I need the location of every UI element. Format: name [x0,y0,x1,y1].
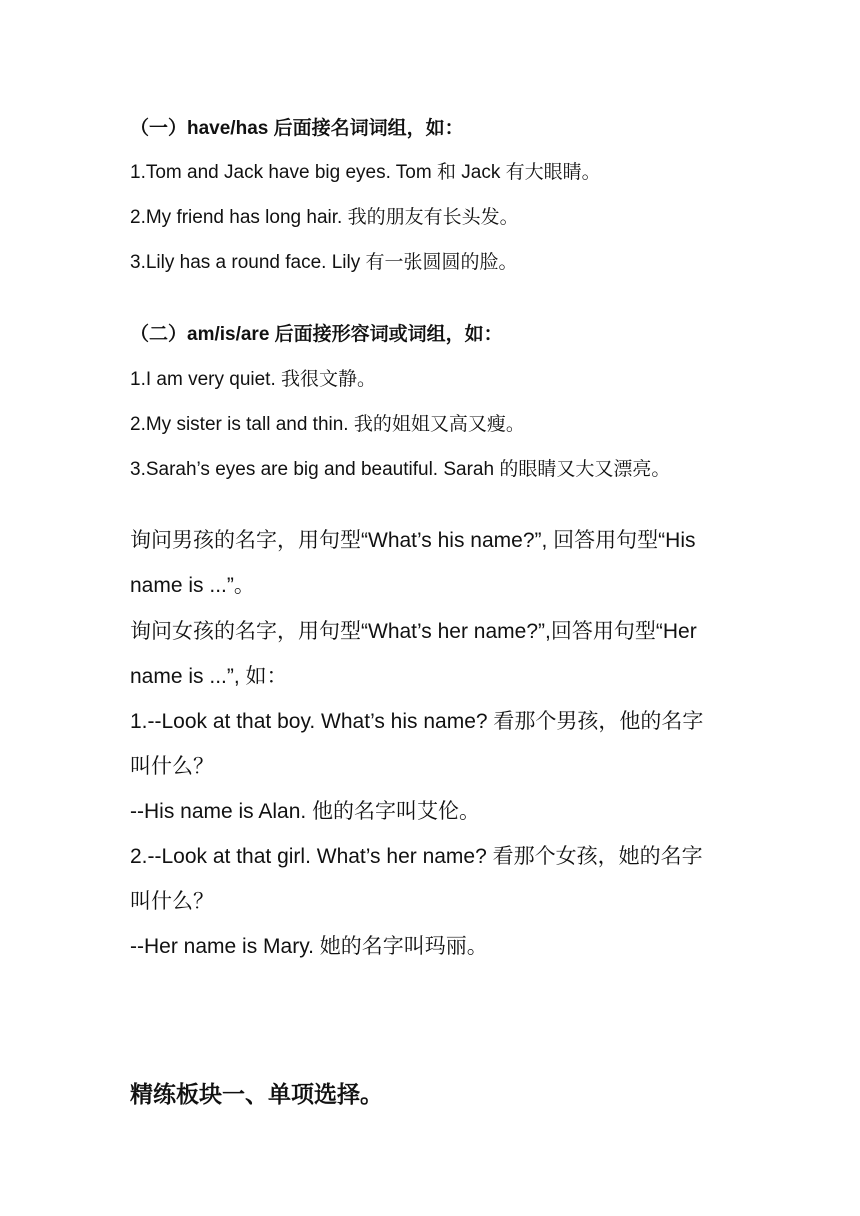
section-one-heading: （一）have/has 后面接名词词组，如： [130,118,464,139]
section-three-line: --Her name is Mary. 她的名字叫玛丽。 [130,935,488,958]
section-three-line: name is ...”。 [130,574,255,597]
section-three-line: 叫什么？ [130,890,214,913]
section-one-example: 2.My friend has long hair. 我的朋友有长头发。 [130,207,519,228]
section-three-line: 1.--Look at that boy. What’s his name? 看那个男孩，他的名字 [130,710,704,733]
section-one-example: 1.Tom and Jack have big eyes. Tom 和 Jack 有大眼睛。 [130,162,601,183]
section-two-example: 3.Sarah’s eyes are big and beautiful. Sarah 的眼睛又大又漂亮。 [130,459,671,480]
practice-section-title: 精练板块一、单项选择。 [130,1081,383,1107]
section-three-line: 2.--Look at that girl. What’s her name? 看那个女孩，她的名字 [130,845,703,868]
section-two-example: 1.I am very quiet. 我很文静。 [130,369,377,390]
section-three-line: --His name is Alan. 他的名字叫艾伦。 [130,800,481,823]
section-two-example: 2.My sister is tall and thin. 我的姐姐又高又瘦。 [130,414,525,435]
section-two-heading: （二）am/is/are 后面接形容词或词组，如： [130,324,503,345]
section-three-line: name is ...”, 如： [130,665,288,688]
section-three-line: 叫什么？ [130,755,214,778]
section-one-example: 3.Lily has a round face. Lily 有一张圆圆的脸。 [130,252,518,273]
section-three-line: 询问女孩的名字，用句型“What’s her name?”,回答用句型“Her [130,620,697,643]
section-three-line: 询问男孩的名字，用句型“What’s his name?”, 回答用句型“His [130,529,696,552]
